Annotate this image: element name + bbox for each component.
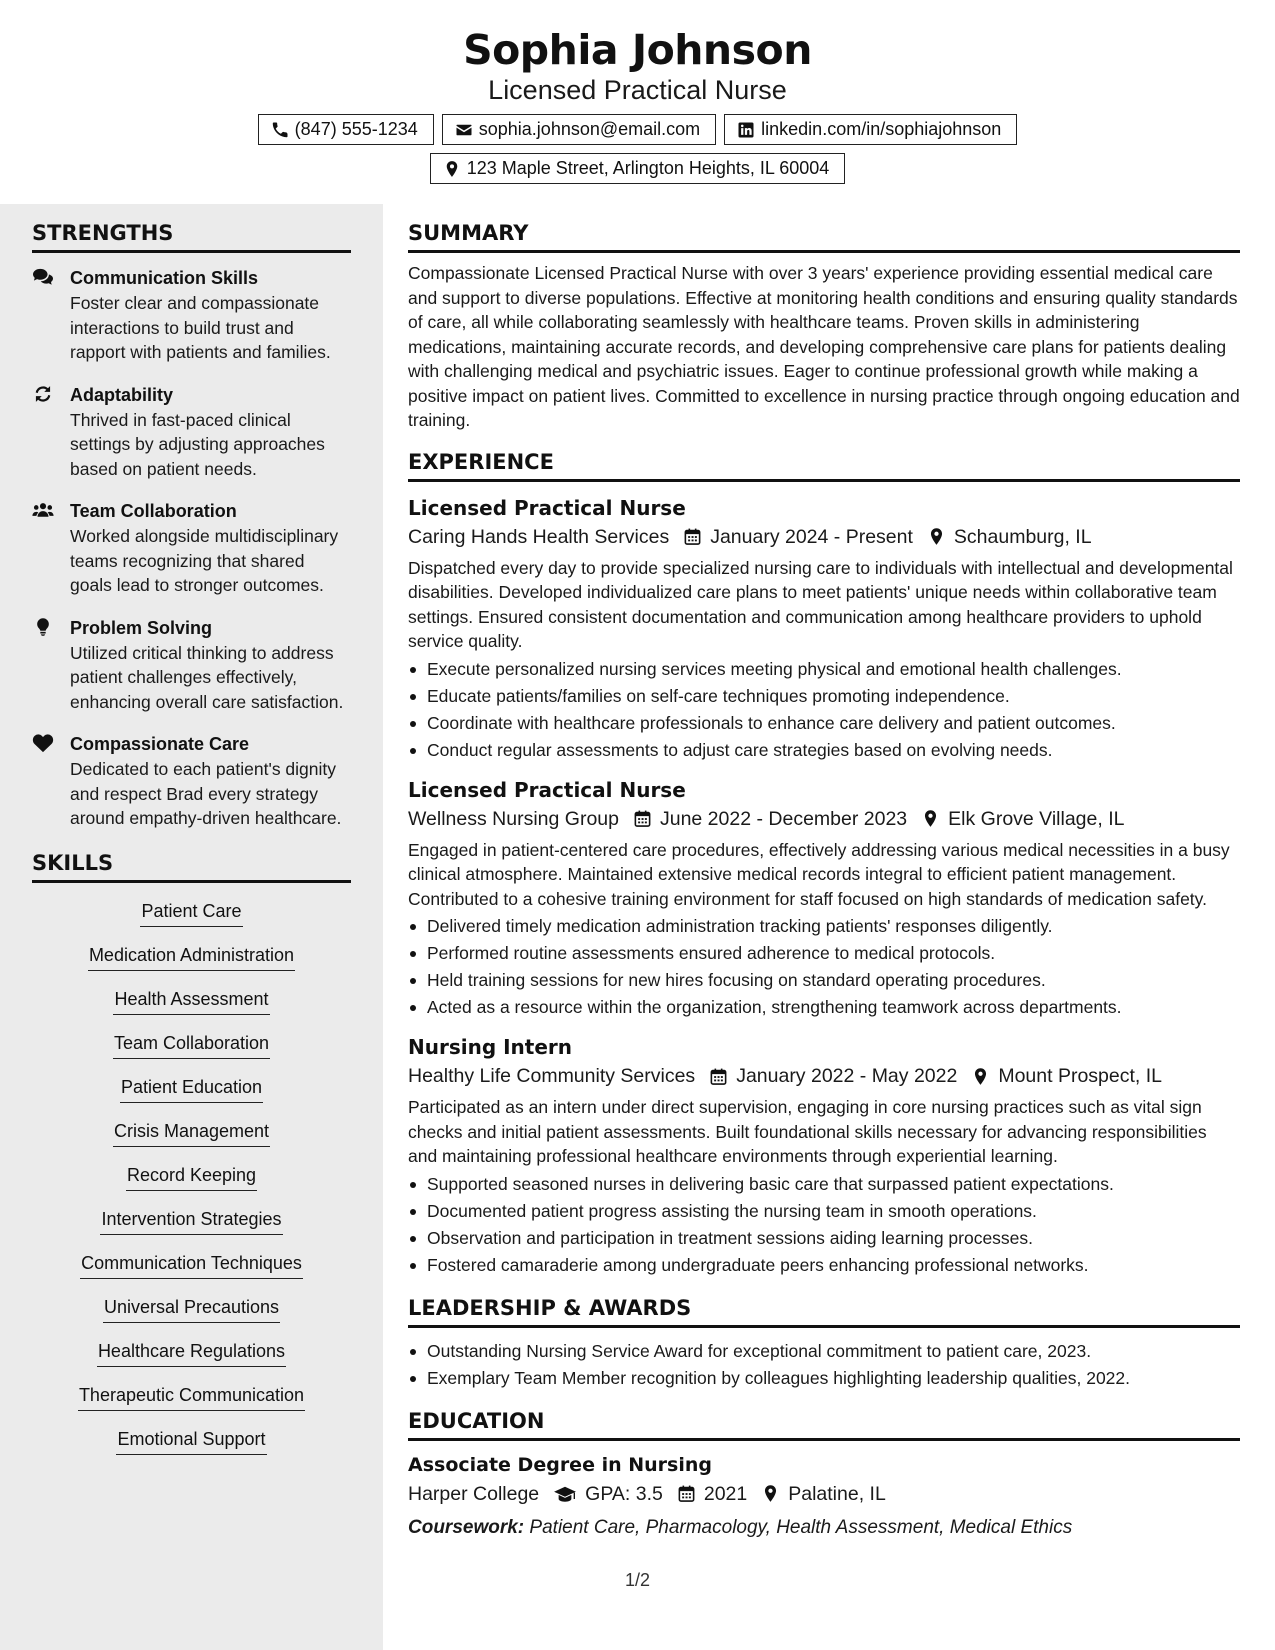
linkedin-text: linkedin.com/in/sophiajohnson [761, 119, 1002, 139]
job-entry [408, 494, 1240, 764]
strength-item [32, 265, 351, 365]
skill-item: Intervention Strategies [100, 1207, 282, 1235]
map-marker-icon [921, 809, 940, 828]
job-dates: June 2022 - December 2023 [659, 807, 908, 830]
school-name: Harper College [408, 1482, 540, 1505]
skill-item: Universal Precautions [103, 1295, 280, 1323]
education-location: Palatine, IL [788, 1482, 886, 1505]
job-title: Licensed Practical Nurse [408, 777, 686, 802]
skill-item: Healthcare Regulations [97, 1339, 286, 1367]
job-location: Mount Prospect, IL [998, 1065, 1162, 1087]
list-item: Outstanding Nursing Service Award for exceptional commitment to patient care, 2023. [408, 1338, 1240, 1365]
strength-desc: Foster clear and compassionate interactions to build trust and rapport with patients and families. [70, 293, 331, 362]
awards-heading: LEADERSHIP & AWARDS [408, 1293, 1240, 1328]
strength-title: Communication Skills [70, 268, 259, 288]
users-icon [32, 500, 54, 520]
skill-item: Patient Education [120, 1075, 263, 1103]
list-item: Delivered timely medication administration tracking patients' responses diligently. [408, 913, 1240, 940]
job-title: Licensed Practical Nurse [408, 495, 686, 520]
job-description: Participated as an intern under direct supervision, engaging in core nursing practices such as vital sign checks and initial patient assessments. Built foundational skills necessary for advancing responsibilities and maintaining professional healthcare environments through experiential learning. [408, 1097, 1207, 1166]
calendar-icon [677, 1484, 696, 1503]
skill-item: Communication Techniques [80, 1251, 303, 1279]
list-item: Documented patient progress assisting the nursing team in smooth operations. [408, 1198, 1240, 1225]
strength-desc: Utilized critical thinking to address patient challenges effectively, enhancing overall care satisfaction. [70, 642, 344, 712]
strengths-heading: STRENGTHS [32, 218, 351, 253]
job-company: Healthy Life Community Services [408, 1065, 696, 1087]
education-heading: EDUCATION [408, 1406, 1240, 1441]
list-item: Execute personalized nursing services meeting physical and emotional health challenges. [408, 656, 1240, 683]
page-number: 1/2 [624, 1570, 651, 1590]
coursework-text: Patient Care, Pharmacology, Health Assessment, Medical Ethics [529, 1516, 1073, 1538]
strength-title: Adaptability [70, 384, 174, 405]
main-content [408, 204, 1240, 1543]
sidebar [0, 204, 383, 1650]
job-meta [408, 522, 1240, 552]
sync-icon [32, 384, 54, 404]
job-bullets [408, 913, 1240, 1021]
address-text: 123 Maple Street, Arlington Heights, IL 60004 [466, 158, 830, 178]
strength-title: Team Collaboration [70, 501, 237, 521]
phone-text: (847) 555-1234 [294, 119, 418, 139]
gpa-text: GPA: 3.5 [585, 1482, 663, 1505]
skill-item: Team Collaboration [113, 1031, 270, 1059]
comments-icon [32, 267, 54, 287]
job-description: Engaged in patient-centered care procedures, effectively addressing various medical necessities in a busy clinical atmosphere. Maintained extensive medical records integral to efficient patient management. Contributed to a cohesive training environment for staff focused on high standards of medication safety. [408, 839, 1230, 909]
email-contact[interactable] [442, 114, 716, 145]
job-description: Dispatched every day to provide specialized nursing care to individuals with intellectual and developmental disabilities. Developed individualized care plans to meet patients' unique needs within collaborative team settings. Ensured consistent documentation and communication among healthcare providers to uphold service quality. [408, 557, 1233, 651]
skill-item: Health Assessment [113, 987, 269, 1015]
job-location: Schaumburg, IL [953, 525, 1092, 548]
strengths-list [32, 265, 351, 831]
strength-item [32, 731, 351, 831]
list-item: Observation and participation in treatment sessions aiding learning processes. [408, 1225, 1240, 1252]
calendar-icon [683, 527, 702, 546]
job-title: Nursing Intern [408, 1035, 573, 1059]
strength-title: Compassionate Care [70, 734, 250, 754]
job-dates: January 2024 - Present [710, 525, 913, 548]
candidate-name: Sophia Johnson [463, 26, 812, 74]
summary-heading: SUMMARY [408, 218, 1240, 253]
awards-section [408, 1293, 1240, 1392]
graduation-cap-icon [553, 1484, 577, 1504]
awards-list [408, 1338, 1240, 1392]
map-marker-icon [761, 1484, 780, 1503]
list-item: Held training sessions for new hires focusing on standard operating procedures. [408, 967, 1240, 994]
lightbulb-icon [32, 617, 54, 637]
skill-item: Record Keeping [126, 1163, 257, 1191]
job-meta [408, 1061, 1240, 1091]
map-marker-icon [927, 527, 946, 546]
coursework [408, 1513, 1240, 1543]
map-marker-icon [443, 160, 461, 178]
job-company: Caring Hands Health Services [408, 525, 670, 548]
skill-item: Emotional Support [116, 1427, 266, 1455]
list-item: Fostered camaraderie among undergraduate peers enhancing professional networks. [408, 1252, 1240, 1279]
skill-item: Crisis Management [113, 1119, 270, 1147]
graduation-year: 2021 [703, 1482, 748, 1505]
email-text: sophia.johnson@email.com [478, 119, 701, 139]
job-entry [408, 776, 1240, 1022]
address-contact [430, 153, 846, 184]
experience-heading: EXPERIENCE [408, 447, 1240, 482]
summary-text: Compassionate Licensed Practical Nurse with over 3 years' experience providing essential medical care and support to diverse populations. Effective at monitoring health conditions and ensuring quality standards of care, all while collaborating seamlessly with healthcare teams. Proven skills in administering medications, maintaining accurate records, and developing comprehensive care plans for patients dealing with challenging medical and psychiatric issues. Eager to continue professional growth while making a positive impact on patient lives. Committed to excellence in nursing practice through ongoing education and training. [408, 263, 1240, 430]
resume-header [0, 0, 1275, 204]
envelope-icon [455, 121, 473, 139]
calendar-icon [633, 809, 652, 828]
coursework-label: Coursework: [408, 1516, 525, 1538]
strength-item [32, 382, 351, 482]
contact-row [0, 114, 1275, 145]
map-marker-icon [971, 1067, 990, 1086]
job-bullets [408, 656, 1240, 764]
strength-item [32, 615, 351, 715]
linkedin-icon [737, 121, 755, 139]
education-meta [408, 1479, 1240, 1509]
phone-contact[interactable] [258, 114, 434, 145]
job-dates: January 2022 - May 2022 [736, 1065, 958, 1087]
list-item: Conduct regular assessments to adjust care strategies based on evolving needs. [408, 737, 1240, 764]
job-entry [408, 1033, 1240, 1279]
list-item: Exemplary Team Member recognition by colleagues highlighting leadership qualities, 2022. [408, 1365, 1240, 1392]
calendar-icon [709, 1067, 728, 1086]
list-item: Performed routine assessments ensured adherence to medical protocols. [408, 940, 1240, 967]
list-item: Acted as a resource within the organization, strengthening teamwork across departments. [408, 994, 1240, 1021]
skill-item: Medication Administration [88, 943, 295, 971]
strength-item [32, 498, 351, 598]
list-item: Supported seasoned nurses in delivering basic care that surpassed patient expectations. [408, 1171, 1240, 1198]
strength-title: Problem Solving [70, 617, 213, 638]
job-location: Elk Grove Village, IL [948, 807, 1125, 830]
linkedin-contact[interactable] [724, 114, 1017, 145]
skill-item: Patient Care [140, 899, 242, 927]
list-item: Educate patients/families on self-care techniques promoting independence. [408, 683, 1240, 710]
job-bullets [408, 1171, 1240, 1279]
degree-title: Associate Degree in Nursing [408, 1453, 712, 1476]
list-item: Coordinate with healthcare professionals to enhance care delivery and patient outcomes. [408, 710, 1240, 737]
strength-desc: Dedicated to each patient's dignity and respect Brad every strategy around empathy-driven healthcare. [70, 759, 342, 828]
skills-heading: SKILLS [32, 848, 351, 883]
job-company: Wellness Nursing Group [408, 807, 619, 830]
job-meta [408, 804, 1240, 834]
heart-icon [32, 733, 54, 753]
candidate-title: Licensed Practical Nurse [488, 75, 787, 105]
skill-item: Therapeutic Communication [78, 1383, 305, 1411]
phone-icon [271, 121, 289, 139]
address-row [0, 153, 1275, 184]
strength-desc: Thrived in fast-paced clinical settings by adjusting approaches based on patient needs. [70, 409, 325, 479]
skills-list [32, 899, 351, 1471]
strength-desc: Worked alongside multidisciplinary teams recognizing that shared goals lead to stronger outcomes. [70, 526, 339, 595]
